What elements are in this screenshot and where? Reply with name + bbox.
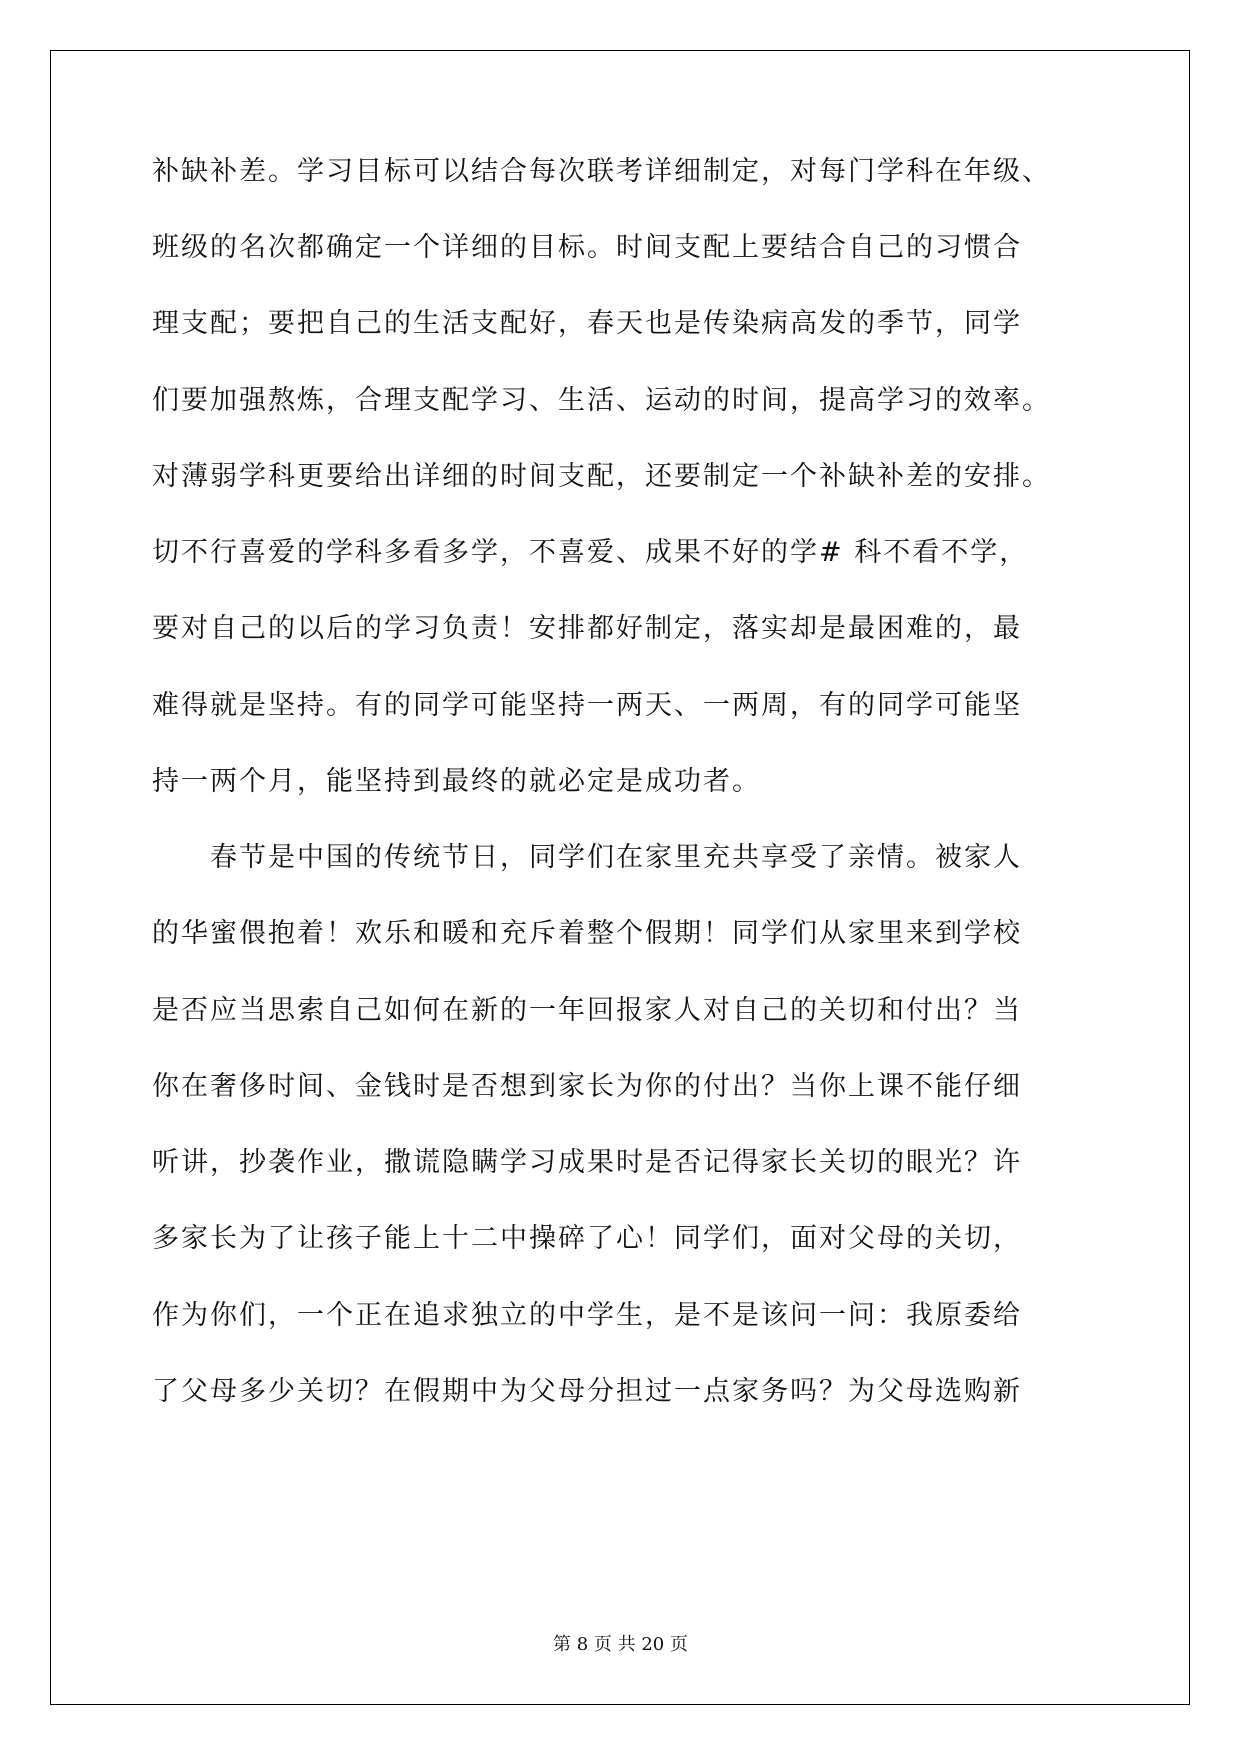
page-number-footer: 第 8 页 共 20 页: [553, 1634, 688, 1655]
text-line: 们要加强熬炼，合理支配学习、生活、运动的时间，提高学习的效率。: [152, 385, 1051, 416]
text-line: 对薄弱学科更要给出详细的时间支配，还要制定一个补缺补差的安排。: [152, 461, 1051, 492]
text-line: 的华蜜偎抱着！欢乐和暖和充斥着整个假期！同学们从家里来到学校: [152, 918, 1022, 949]
text-line: 理支配；要把自己的生活支配好，春天也是传染病高发的季节，同学: [152, 308, 1022, 339]
text-line: 难得就是坚持。有的同学可能坚持一两天、一两周，有的同学可能坚: [152, 690, 1022, 721]
page-border: [50, 50, 1190, 1705]
text-line: 持一两个月，能坚持到最终的就必定是成功者。: [152, 766, 761, 797]
text-line: 你在奢侈时间、金钱时是否想到家长为你的付出？当你上课不能仔细: [152, 1071, 1022, 1102]
text-line: 了父母多少关切？在假期中为父母分担过一点家务吗？为父母选购新: [152, 1376, 1022, 1407]
text-line: 作为你们，一个正在追求独立的中学生，是不是该问一问：我原委给: [152, 1300, 1022, 1331]
paragraph-start-line: 春节是中国的传统节日，同学们在家里充共享受了亲情。被家人: [210, 842, 1022, 873]
text-line: 切不行喜爱的学科多看多学，不喜爱、成果不好的学# 科不看不学，: [152, 537, 1029, 568]
text-line: 是否应当思索自己如何在新的一年回报家人对自己的关切和付出？当: [152, 995, 1022, 1026]
text-line: 班级的名次都确定一个详细的目标。时间支配上要结合自己的习惯合: [152, 232, 1022, 263]
text-line: 补缺补差。学习目标可以结合每次联考详细制定，对每门学科在年级、: [152, 156, 1051, 187]
text-line: 多家长为了让孩子能上十二中操碎了心！同学们，面对父母的关切，: [152, 1223, 1022, 1254]
text-line: 要对自己的以后的学习负责！安排都好制定，落实却是最困难的，最: [152, 613, 1022, 644]
text-line: 听讲，抄袭作业，撒谎隐瞒学习成果时是否记得家长关切的眼光？许: [152, 1147, 1022, 1178]
